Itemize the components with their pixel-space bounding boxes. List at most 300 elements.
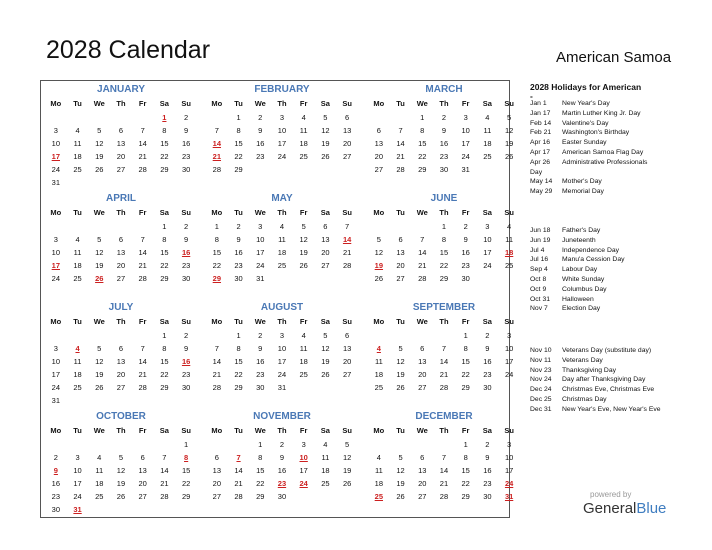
day-cell: 2	[53, 453, 58, 462]
weekday-header: Sa	[482, 317, 492, 326]
day-cell: 23	[181, 152, 191, 161]
day-cell: 3	[485, 222, 490, 231]
day-cell: 28	[439, 383, 449, 392]
holiday-date: Apr 26	[530, 158, 551, 166]
weekday-header: Sa	[320, 99, 330, 108]
weekday-header: Sa	[320, 426, 330, 435]
day-cell: 7	[236, 453, 241, 462]
weekday-header: Mo	[50, 99, 62, 108]
day-cell: 6	[323, 222, 328, 231]
day-cell: 15	[461, 357, 470, 366]
day-cell: 13	[212, 466, 222, 475]
day-cell: 21	[342, 248, 352, 257]
day-cell: 4	[376, 453, 381, 462]
day-cell: 29	[418, 165, 427, 174]
day-cell: 14	[138, 357, 147, 366]
day-cell: 21	[212, 152, 222, 161]
weekday-header: Fr	[461, 99, 470, 108]
day-cell: 27	[418, 383, 427, 392]
month-table	[368, 314, 520, 394]
holiday-row	[530, 265, 700, 275]
day-cell: 12	[504, 126, 514, 135]
day-cell: 20	[342, 357, 352, 366]
weekday-header: Tu	[234, 208, 243, 217]
page-title: 2028 Calendar	[46, 36, 211, 64]
day-cell: 2	[441, 113, 447, 122]
weekday-header: Mo	[211, 317, 223, 326]
day-cell: 18	[95, 479, 104, 488]
day-cell	[175, 394, 197, 407]
holiday-name: Juneteenth	[562, 236, 596, 244]
day-cell: 29	[181, 492, 191, 501]
day-cell: 3	[53, 126, 58, 135]
day-cell: 26	[299, 261, 308, 270]
day-cell: 23	[181, 370, 191, 379]
month-name: OCTOBER	[96, 411, 146, 422]
day-cell: 27	[138, 492, 147, 501]
holiday-name: Martin Luther King Jr. Day	[562, 109, 641, 117]
day-cell: 17	[504, 466, 514, 475]
day-cell: 25	[321, 479, 330, 488]
day-cell: 15	[212, 248, 222, 257]
day-cell: 10	[51, 248, 61, 257]
month-table	[45, 96, 197, 189]
day-cell: 25	[95, 492, 104, 501]
weekday-header: Mo	[50, 426, 62, 435]
day-cell	[315, 272, 337, 285]
day-cell	[368, 438, 390, 451]
day-cell: 2	[184, 331, 189, 340]
day-cell	[88, 111, 110, 124]
day-cell: 30	[256, 383, 265, 392]
day-cell: 20	[212, 479, 222, 488]
day-cell: 7	[140, 344, 145, 353]
holiday-row	[530, 304, 700, 314]
weekday-header: Tu	[234, 317, 243, 326]
day-cell: 16	[277, 466, 287, 475]
day-cell: 18	[374, 479, 384, 488]
day-cell: 7	[441, 344, 447, 353]
month-september	[368, 301, 520, 394]
holiday-name: White Sunday	[562, 275, 605, 283]
day-cell	[132, 220, 154, 233]
day-cell: 29	[256, 492, 265, 501]
day-cell: 22	[212, 261, 222, 270]
day-cell: 21	[439, 479, 449, 488]
day-cell: 18	[73, 261, 82, 270]
day-cell: 17	[277, 357, 287, 366]
day-cell: 15	[181, 466, 191, 475]
day-cell: 18	[73, 152, 82, 161]
day-cell: 1	[463, 331, 468, 340]
day-cell	[315, 490, 337, 503]
day-cell: 9	[184, 344, 189, 353]
holiday-date: Oct 8	[530, 275, 547, 283]
weekday-header: Tu	[396, 426, 405, 435]
day-cell: 24	[277, 370, 287, 379]
day-cell: 31	[51, 396, 61, 405]
day-cell: 15	[160, 139, 169, 148]
weekday-header: Fr	[138, 208, 147, 217]
day-cell: 12	[321, 344, 330, 353]
day-cell	[206, 111, 228, 124]
day-cell: 31	[461, 165, 470, 174]
holiday-name: Administrative Professionals	[562, 158, 648, 166]
weekday-header: Mo	[211, 99, 223, 108]
month-table	[206, 96, 358, 176]
weekday-header: Th	[439, 426, 449, 435]
day-cell	[45, 220, 67, 233]
holiday-date: Nov 24	[530, 376, 552, 384]
day-cell: 29	[461, 492, 470, 501]
day-cell: 14	[138, 139, 147, 148]
day-cell	[228, 438, 250, 451]
month-table	[368, 96, 520, 176]
day-cell: 27	[116, 274, 126, 283]
day-cell: 18	[321, 466, 330, 475]
holiday-name: Labour Day	[562, 266, 598, 274]
weekday-header: Fr	[299, 208, 308, 217]
holiday-date: Apr 16	[530, 139, 551, 147]
day-cell	[390, 111, 412, 124]
day-cell	[110, 111, 132, 124]
day-cell: 16	[234, 248, 243, 257]
day-cell: 6	[420, 344, 425, 353]
day-cell: 18	[504, 248, 514, 257]
day-cell: 24	[73, 492, 82, 501]
holiday-row	[530, 356, 700, 366]
weekday-header: Su	[342, 317, 352, 326]
day-cell: 19	[342, 466, 352, 475]
day-cell: 10	[299, 453, 308, 462]
day-cell: 13	[396, 248, 405, 257]
day-cell	[110, 176, 132, 189]
day-cell: 16	[483, 357, 492, 366]
day-cell: 11	[278, 235, 286, 244]
weekday-header: Sa	[159, 99, 169, 108]
day-cell: 2	[184, 113, 189, 122]
weekday-header: We	[416, 208, 428, 217]
holiday-date: Oct 9	[530, 285, 547, 293]
day-cell: 22	[234, 152, 243, 161]
day-cell: 27	[116, 165, 126, 174]
day-cell: 20	[342, 139, 352, 148]
holiday-name: Veterans Day	[562, 356, 603, 364]
holiday-date: Jun 19	[530, 236, 551, 244]
day-cell: 30	[483, 383, 492, 392]
day-cell	[88, 329, 110, 342]
weekday-header: Th	[116, 208, 126, 217]
day-cell: 18	[299, 139, 308, 148]
day-cell: 28	[138, 165, 147, 174]
day-cell: 23	[439, 152, 449, 161]
day-cell: 2	[258, 113, 263, 122]
weekday-header: Su	[342, 99, 352, 108]
day-cell: 15	[418, 139, 427, 148]
holiday-list-3	[530, 346, 700, 415]
weekday-header: Th	[277, 426, 287, 435]
weekday-header: Sa	[159, 208, 169, 217]
weekday-header: Su	[504, 317, 514, 326]
holiday-name: Valentine's Day	[562, 119, 609, 127]
day-cell: 30	[181, 274, 191, 283]
day-cell: 1	[236, 113, 241, 122]
holidays-title-cont: -	[530, 91, 533, 101]
month-table	[368, 205, 520, 285]
weekday-header: Th	[116, 317, 126, 326]
holiday-row	[530, 295, 700, 305]
weekday-header: We	[254, 99, 266, 108]
day-cell: 7	[140, 126, 145, 135]
day-cell: 27	[321, 261, 330, 270]
weekday-header: We	[93, 208, 105, 217]
day-cell: 3	[279, 113, 285, 122]
day-cell: 10	[483, 235, 492, 244]
weekday-header: Tu	[73, 317, 82, 326]
day-cell	[45, 111, 67, 124]
day-cell: 5	[398, 453, 403, 462]
month-december	[368, 410, 520, 503]
day-cell: 8	[236, 344, 241, 353]
day-cell	[154, 176, 176, 189]
day-cell: 23	[256, 370, 265, 379]
day-cell: 8	[258, 453, 263, 462]
day-cell: 7	[420, 235, 425, 244]
month-august	[206, 301, 358, 394]
day-cell: 6	[214, 453, 219, 462]
day-cell: 9	[441, 126, 447, 135]
day-cell: 4	[376, 344, 381, 353]
day-cell: 9	[184, 126, 189, 135]
holiday-name: Manu'a Cession Day	[562, 256, 625, 264]
holiday-row	[530, 99, 700, 109]
holiday-row	[530, 148, 700, 158]
day-cell: 22	[160, 152, 169, 161]
day-cell: 9	[236, 235, 241, 244]
day-cell: 21	[138, 261, 147, 270]
day-cell: 13	[321, 235, 330, 244]
day-cell: 22	[234, 370, 243, 379]
holiday-date: Feb 14	[530, 119, 552, 127]
holiday-row	[530, 285, 700, 295]
day-cell: 13	[138, 466, 147, 475]
day-cell: 11	[321, 453, 330, 462]
day-cell: 27	[418, 492, 427, 501]
weekday-header: Su	[342, 208, 352, 217]
day-cell: 17	[51, 261, 61, 270]
day-cell: 5	[323, 113, 328, 122]
weekday-header: We	[254, 317, 266, 326]
day-cell: 28	[138, 383, 147, 392]
weekday-header: Tu	[396, 99, 405, 108]
day-cell: 6	[420, 453, 425, 462]
day-cell: 28	[418, 274, 427, 283]
holiday-row	[530, 346, 700, 356]
day-cell: 5	[345, 440, 350, 449]
day-cell	[67, 438, 89, 451]
day-cell	[88, 438, 110, 451]
month-october	[45, 410, 197, 516]
weekday-header: We	[93, 99, 105, 108]
month-april	[45, 192, 197, 285]
day-cell	[154, 438, 176, 451]
day-cell	[154, 503, 176, 516]
weekday-header: Mo	[373, 99, 385, 108]
weekday-header: We	[416, 99, 428, 108]
month-name: JUNE	[430, 193, 458, 204]
day-cell: 17	[299, 466, 308, 475]
holiday-name: Easter Sunday	[562, 139, 607, 147]
day-cell: 18	[374, 370, 384, 379]
day-cell: 26	[95, 383, 104, 392]
day-cell: 23	[181, 261, 191, 270]
weekday-header: Th	[277, 317, 287, 326]
day-cell	[110, 438, 132, 451]
day-cell	[293, 490, 315, 503]
day-cell: 6	[345, 331, 350, 340]
day-cell: 4	[301, 331, 306, 340]
holiday-date: Feb 21	[530, 129, 552, 137]
day-cell: 11	[95, 466, 104, 475]
day-cell: 13	[342, 344, 352, 353]
holiday-date: Sep 4	[530, 266, 548, 274]
day-cell	[336, 272, 358, 285]
day-cell	[498, 163, 520, 176]
day-cell: 5	[323, 331, 328, 340]
day-cell: 30	[181, 383, 191, 392]
weekday-header: Fr	[461, 317, 470, 326]
day-cell: 20	[116, 261, 126, 270]
day-cell: 10	[277, 126, 287, 135]
day-cell: 6	[118, 344, 124, 353]
day-cell: 9	[184, 235, 189, 244]
day-cell	[110, 503, 132, 516]
day-cell: 3	[258, 222, 263, 231]
day-cell: 20	[116, 152, 126, 161]
day-cell: 12	[321, 126, 330, 135]
day-cell	[175, 503, 197, 516]
day-cell: 12	[95, 248, 104, 257]
weekday-header: Th	[277, 99, 287, 108]
day-cell: 9	[485, 453, 490, 462]
day-cell: 29	[234, 165, 243, 174]
holiday-name: Christmas Day	[562, 395, 607, 403]
holiday-date: Jun 18	[530, 227, 551, 234]
day-cell	[67, 394, 89, 407]
day-cell: 9	[485, 344, 490, 353]
holiday-row	[530, 236, 700, 246]
day-cell: 5	[398, 344, 403, 353]
day-cell: 11	[73, 139, 82, 148]
day-cell: 11	[374, 357, 383, 366]
day-cell: 13	[116, 139, 126, 148]
day-cell	[293, 163, 315, 176]
holiday-date: Dec 25	[530, 395, 552, 403]
day-cell: 25	[374, 492, 384, 501]
day-cell: 11	[299, 344, 308, 353]
day-cell: 15	[439, 248, 449, 257]
day-cell: 20	[396, 261, 405, 270]
day-cell	[132, 394, 154, 407]
holiday-name: Independence Day	[562, 246, 620, 254]
day-cell: 25	[277, 261, 287, 270]
month-table	[45, 423, 197, 516]
day-cell: 22	[181, 479, 191, 488]
day-cell: 12	[396, 466, 405, 475]
month-name: SEPTEMBER	[412, 302, 476, 313]
day-cell: 23	[483, 370, 492, 379]
day-cell: 26	[396, 492, 405, 501]
day-cell: 7	[162, 453, 167, 462]
month-name: NOVEMBER	[253, 411, 311, 422]
day-cell	[154, 394, 176, 407]
day-cell: 4	[301, 113, 306, 122]
day-cell	[132, 438, 154, 451]
day-cell: 13	[116, 248, 126, 257]
day-cell: 29	[461, 383, 470, 392]
weekday-header: Su	[504, 99, 514, 108]
day-cell: 24	[256, 261, 265, 270]
day-cell: 4	[485, 113, 490, 122]
day-cell: 10	[73, 466, 82, 475]
day-cell: 22	[439, 261, 449, 270]
weekday-header: Sa	[320, 208, 330, 217]
day-cell: 29	[234, 383, 243, 392]
holiday-row	[530, 109, 700, 119]
day-cell: 16	[51, 479, 61, 488]
day-cell: 15	[234, 357, 243, 366]
day-cell: 26	[321, 152, 330, 161]
month-name: MARCH	[425, 84, 463, 95]
day-cell: 19	[95, 261, 104, 270]
day-cell: 13	[116, 357, 126, 366]
day-cell	[411, 438, 433, 451]
day-cell: 17	[504, 357, 514, 366]
holiday-list-2	[530, 226, 700, 314]
day-cell: 1	[162, 113, 167, 122]
weekday-header: Sa	[482, 426, 492, 435]
day-cell: 11	[73, 357, 82, 366]
holiday-name: Mother's Day	[562, 178, 602, 186]
holiday-date: Jan 1	[530, 100, 547, 107]
day-cell	[336, 490, 358, 503]
day-cell: 26	[504, 152, 514, 161]
day-cell: 1	[214, 222, 219, 231]
holiday-date: Jul 16	[530, 256, 549, 264]
day-cell: 17	[461, 139, 470, 148]
holiday-row	[530, 385, 700, 395]
day-cell: 15	[461, 466, 470, 475]
day-cell: 14	[418, 248, 427, 257]
day-cell: 16	[181, 248, 191, 257]
day-cell	[67, 176, 89, 189]
weekday-header: Tu	[396, 208, 405, 217]
holiday-date: Oct 31	[530, 295, 551, 303]
holiday-name: Halloween	[562, 295, 594, 303]
weekday-header: Su	[181, 317, 191, 326]
day-cell: 3	[53, 344, 58, 353]
brand-logo	[583, 500, 666, 517]
day-cell: 16	[256, 139, 265, 148]
weekday-header: Fr	[299, 99, 308, 108]
holiday-name: Thanksgiving Day	[562, 366, 617, 374]
holiday-date: Nov 11	[530, 356, 552, 364]
day-cell: 17	[51, 152, 61, 161]
day-cell: 28	[138, 274, 147, 283]
day-cell: 17	[256, 248, 265, 257]
day-cell: 31	[51, 178, 61, 187]
day-cell: 17	[277, 139, 287, 148]
